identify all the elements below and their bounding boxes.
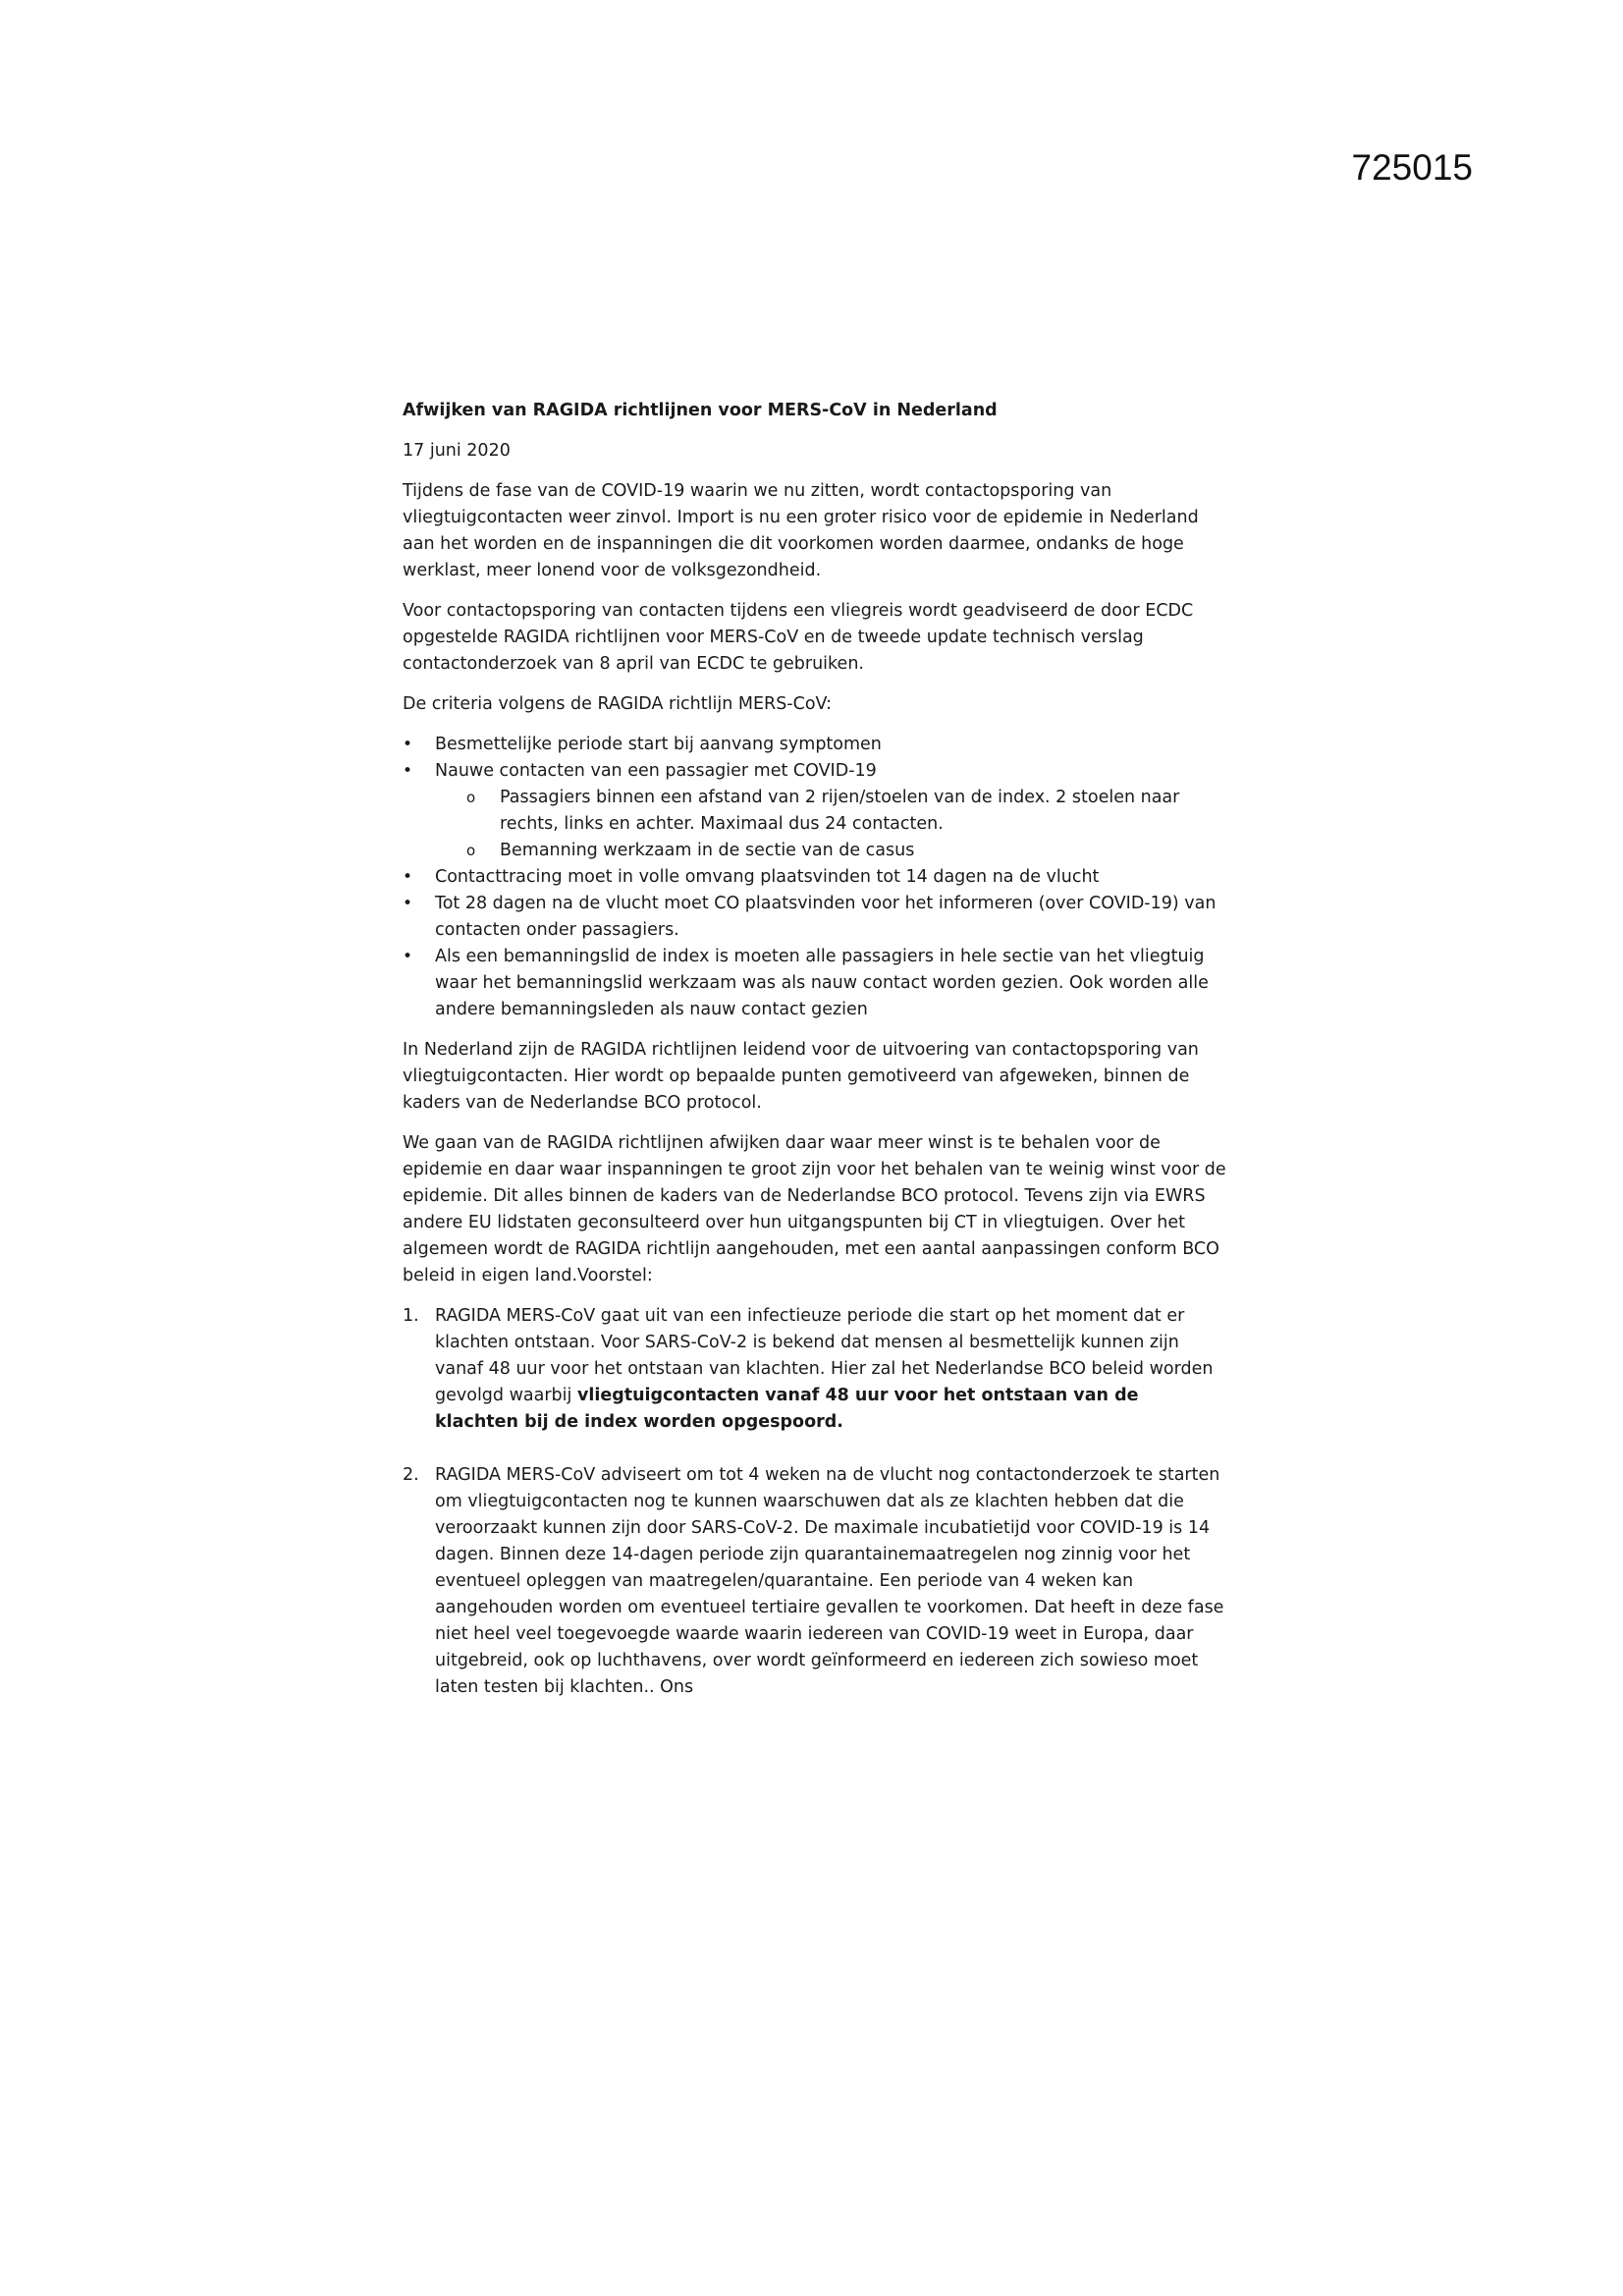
list-item (403, 891, 1227, 944)
document-body (403, 398, 1227, 1727)
list-item-text: Besmettelijke periode start bij aanvang symptomen (435, 735, 882, 754)
document-number: 725015 (1351, 147, 1473, 188)
list-item-text: Nauwe contacten van een passagier met COVID-19 (435, 761, 877, 781)
list-item (403, 732, 1227, 758)
proposal-text: RAGIDA MERS-CoV gaat uit van een infectieuze periode die start op het moment dat er klachten ontstaan. Voor SARS-CoV-2 is bekend dat mensen al besmettelijk kunnen zijn vanaf 48 uur voor het ontstaan van klachten. Hier zal het Nederlandse BCO beleid worden gevolgd waarbij (435, 1306, 1214, 1405)
sub-list-item (466, 838, 1227, 864)
advice-paragraph: Voor contactopsporing van contacten tijdens een vliegreis wordt geadviseerd de door ECDC opgestelde RAGIDA richtlijnen voor MERS-CoV en de tweede update technisch verslag contactonderzoek van 8 april van ECDC te gebruiken. (403, 601, 1194, 674)
guideline-paragraph: In Nederland zijn de RAGIDA richtlijnen leidend voor de uitvoering van contactopsporing van vliegtuigcontacten. Hier wordt op bepaalde punten gemotiveerd van afgeweken, binnen de kaders van de Nederlandse BCO protocol. (403, 1040, 1199, 1113)
list-item (403, 864, 1227, 891)
document-date: 17 juni 2020 (403, 441, 511, 461)
circle-bullet-icon: o (466, 789, 476, 806)
sub-list-item-text: Bemanning werkzaam in de sectie van de casus (500, 841, 915, 860)
list-item-text: Tot 28 dagen na de vlucht moet CO plaatsvinden voor het informeren (over COVID-19) van contacten onder passagiers. (435, 894, 1217, 940)
list-item (403, 944, 1227, 1023)
proposal-number: 2. (403, 1465, 419, 1485)
deviation-paragraph: We gaan van de RAGIDA richtlijnen afwijken daar waar meer winst is te behalen voor de epidemie en daar waar inspanningen te groot zijn voor het behalen van te weinig winst voor de epidemie. Dit alles binnen de kaders van de Nederlandse BCO protocol. Tevens zijn via EWRS andere EU lidstaten geconsulteerd over hun uitgangspunten bij CT in vliegtuigen. Over het algemeen wordt de RAGIDA richtlijn aangehouden, met een aantal aanpassingen conform BCO beleid in eigen land.Voorstel: (403, 1133, 1226, 1285)
intro-paragraph: Tijdens de fase van de COVID-19 waarin we nu zitten, wordt contactopsporing van vliegtuigcontacten weer zinvol. Import is nu een groter risico voor de epidemie in Nederland aan het worden en de inspanningen die dit voorkomen worden daarmee, ondanks de hoge werklast, meer lonend voor de volksgezondheid. (403, 481, 1199, 580)
criteria-heading: De criteria volgens de RAGIDA richtlijn MERS-CoV: (403, 694, 832, 714)
list-item-text: Als een bemanningslid de index is moeten alle passagiers in hele sectie van het vliegtuig waar het bemanningslid werkzaam was als nauw contact worden gezien. Ook worden alle andere bemanningsleden als nauw contact gezien (435, 947, 1209, 1019)
list-item-text: Contacttracing moet in volle omvang plaatsvinden tot 14 dagen na de vlucht (435, 867, 1100, 887)
criteria-list (403, 732, 1227, 1023)
proposal-text: RAGIDA MERS-CoV adviseert om tot 4 weken na de vlucht nog contactonderzoek te starten om vliegtuigcontacten nog te kunnen waarschuwen dat als ze klachten hebben dat die veroorzaakt kunnen zijn door SARS-CoV-2. De maximale incubatietijd voor COVID-19 is 14 dagen. Binnen deze 14-dagen periode zijn quarantainemaatregelen nog zinnig voor het eventueel opleggen van maatregelen/quarantaine. Een periode van 4 weken kan aangehouden worden om eventueel tertiaire gevallen te voorkomen. Dat heeft in deze fase niet heel veel toegevoegde waarde waarin iedereen van COVID-19 weet in Europa, daar uitgebreid, ook op luchthavens, over wordt geïnformeerd en iedereen zich sowieso moet laten testen bij klachten.. Ons (435, 1465, 1224, 1697)
proposal-list (403, 1303, 1227, 1701)
sub-list-item (466, 785, 1227, 838)
sub-list (435, 785, 1227, 864)
list-item (403, 758, 1227, 864)
proposal-bold-text: vliegtuigcontacten vanaf 48 uur voor het ontstaan van de klachten bij de index worden opgespoord. (435, 1386, 1139, 1432)
proposal-item (403, 1303, 1227, 1436)
proposal-number: 1. (403, 1306, 419, 1326)
circle-bullet-icon: o (466, 842, 476, 859)
sub-list-item-text: Passagiers binnen een afstand van 2 rijen/stoelen van de index. 2 stoelen naar rechts, links en achter. Maximaal dus 24 contacten. (500, 788, 1180, 834)
proposal-item (403, 1462, 1227, 1701)
document-title: Afwijken van RAGIDA richtlijnen voor MERS-CoV in Nederland (403, 401, 998, 420)
